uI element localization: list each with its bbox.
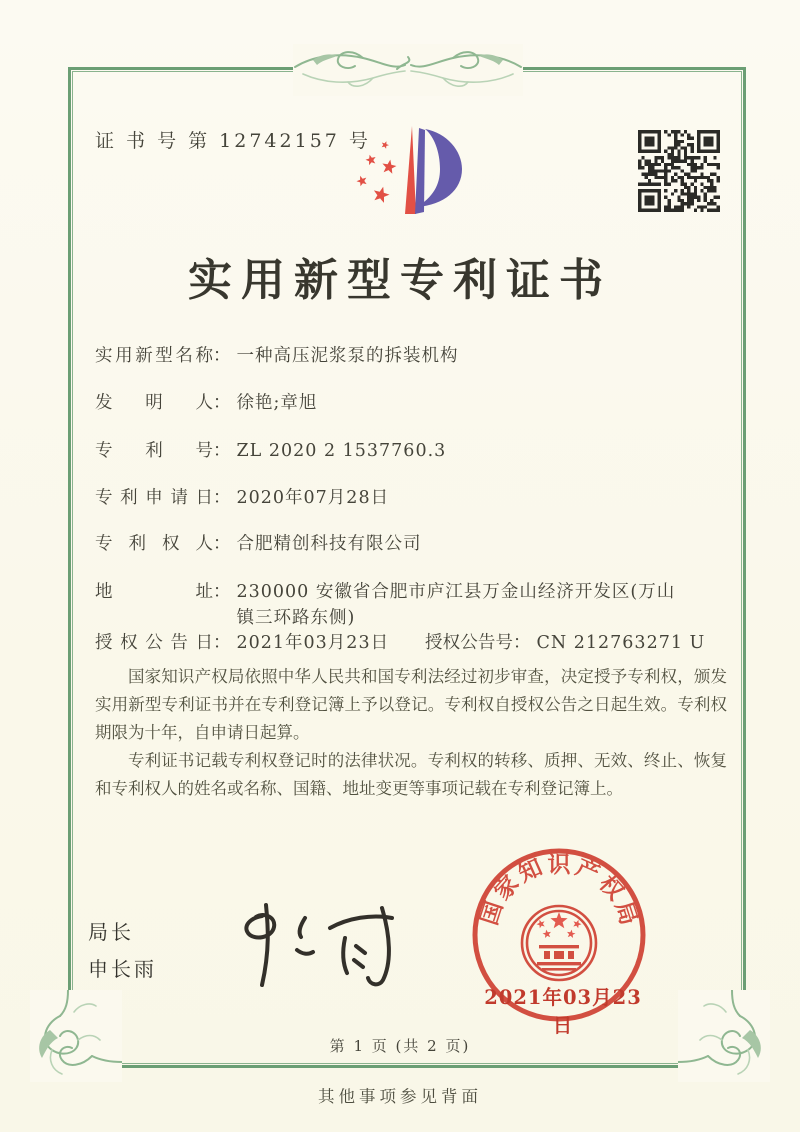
officer-block (88, 914, 157, 988)
certificate-title: 实用新型专利证书 (188, 255, 612, 306)
svg-text:家: 家 (488, 870, 525, 906)
legal-paragraph: 国家知识产权局依照中华人民共和国专利法经过初步审查，决定授予专利权，颁发实用新型专利证书并在专利登记簿上予以登记。专利权自授权公告之日起生效。专利权期限为十年，自申请日起算。 (95, 667, 727, 742)
colon: ： (213, 488, 231, 508)
field-label: 专利申请日 (95, 488, 213, 508)
svg-text:产: 产 (571, 853, 604, 888)
svg-text:识: 识 (547, 851, 571, 878)
field-value: 一种高压泥浆泵的拆装机构 (236, 346, 459, 366)
page-number: 第 1 页 (共 2 页) (329, 1037, 471, 1055)
svg-text:局: 局 (609, 898, 643, 929)
field-value: CN 212763271 U (536, 633, 706, 653)
certificate-number: 证 书 号 第 12742157 号 (95, 130, 371, 152)
cnipa-logo-icon (345, 122, 465, 222)
field-label: 专利权人 (95, 534, 213, 554)
svg-text:国: 国 (475, 898, 509, 929)
legal-paragraph: 专利证书记载专利权登记时的法律状况。专利权的转移、质押、无效、终止、恢复和专利权人的姓名或名称、国籍、地址变更等事项记载在专利登记簿上。 (95, 751, 727, 798)
colon: ： (213, 346, 231, 366)
field-row-name (95, 343, 735, 369)
field-value: 合肥精创科技有限公司 (236, 534, 422, 554)
colon: ： (213, 441, 231, 461)
dragon-flourish-ornament (293, 44, 523, 96)
field-value: 2020年07月28日 (236, 488, 390, 508)
colon: ： (213, 534, 231, 554)
colon: ： (213, 582, 231, 602)
legal-text (95, 663, 727, 803)
field-value: ZL 2020 2 1537760.3 (236, 441, 447, 461)
field-row-grant (95, 630, 735, 656)
field-label: 专利号 (95, 441, 213, 461)
field-row-patent-number (95, 438, 735, 464)
seal-date: 2021年03月23日 (484, 986, 642, 1037)
field-row-address (95, 579, 735, 631)
grant-number-group (425, 630, 705, 656)
field-row-inventor (95, 390, 735, 416)
officer-title: 局长 (88, 920, 134, 944)
field-value: 2021年03月23日 (236, 633, 390, 653)
field-value: 徐艳;章旭 (236, 393, 318, 413)
field-label: 授权公告号 (425, 633, 513, 653)
field-row-patentee (95, 531, 735, 557)
svg-text:权: 权 (593, 870, 630, 906)
field-label: 实用新型名称 (95, 346, 213, 366)
field-row-filing-date (95, 485, 735, 511)
field-label: 发明人 (95, 393, 213, 413)
field-value: 230000 安徽省合肥市庐江县万金山经济开发区(万山镇三环路东侧) (236, 582, 676, 628)
colon: ： (213, 393, 231, 413)
qr-code (638, 130, 720, 212)
back-side-note: 其他事项参见背面 (318, 1087, 482, 1106)
officer-name: 申长雨 (88, 957, 157, 981)
colon: ： (213, 633, 231, 653)
svg-text:知: 知 (514, 853, 547, 888)
colon: ： (513, 633, 531, 653)
field-label: 地址 (95, 582, 213, 602)
field-label: 授权公告日 (95, 633, 213, 653)
commissioner-signature (222, 888, 417, 993)
national-emblem-icon (522, 906, 596, 980)
